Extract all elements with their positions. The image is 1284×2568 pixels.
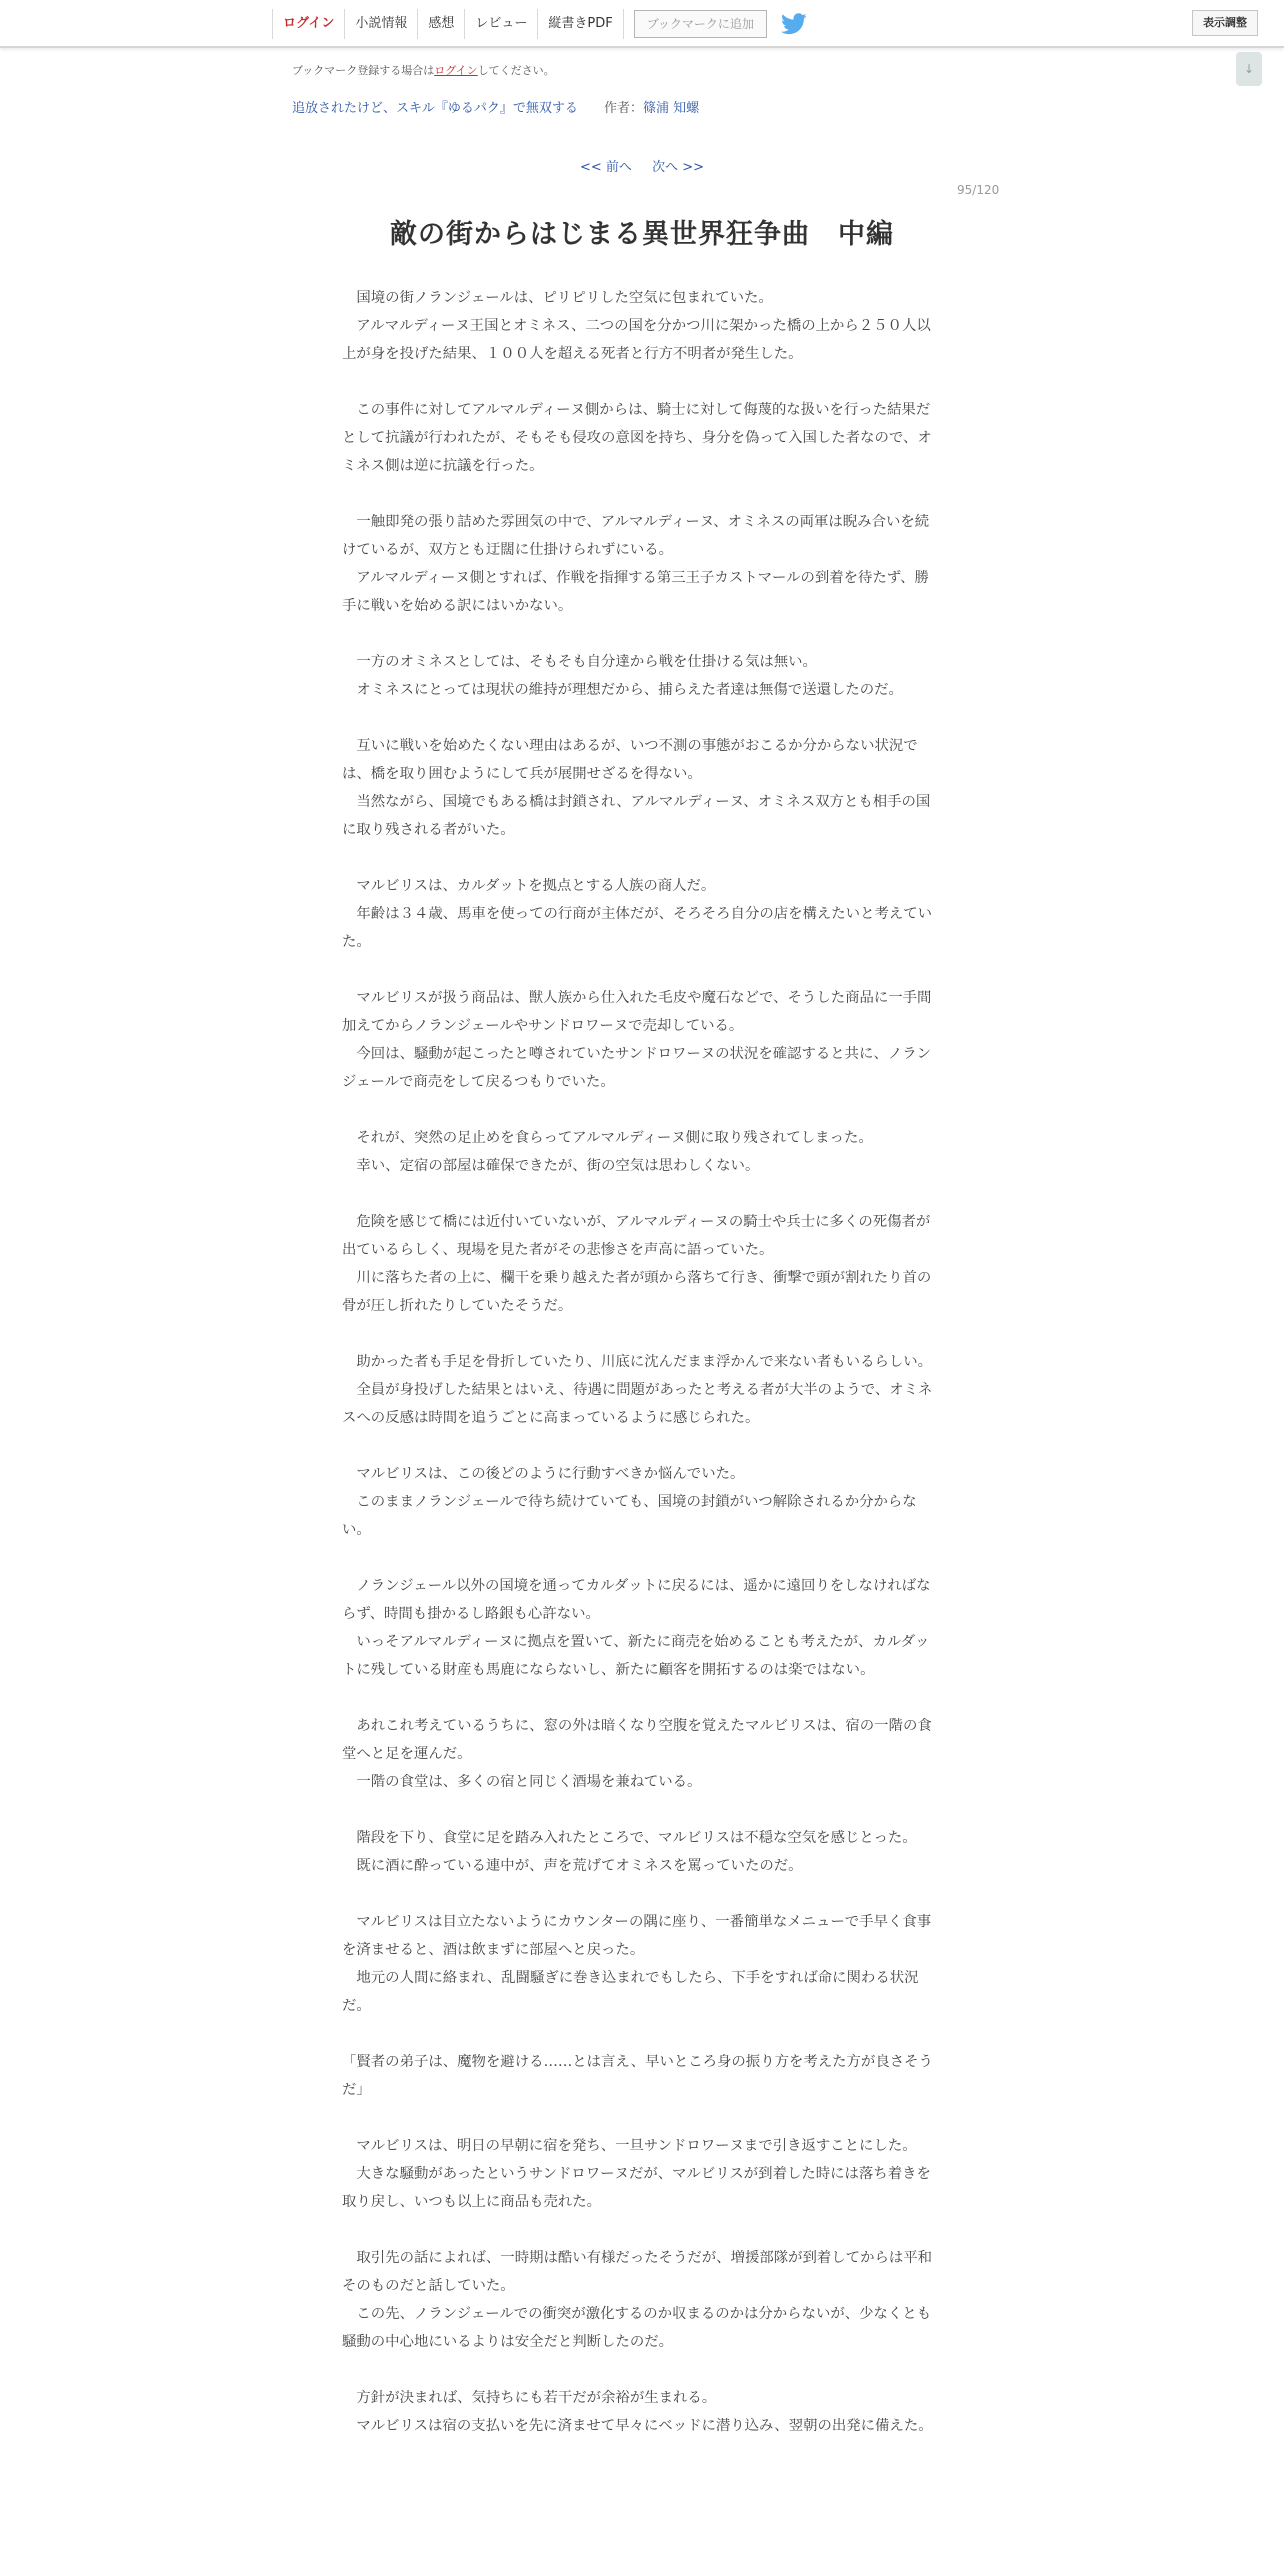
novel-paragraph: このままノランジェールで待ち続けていても、国境の封鎖がいつ解除されるか分からない。 <box>342 1494 917 1538</box>
novel-paragraph: 年齢は３４歳、馬車を使っての行商が主体だが、そろそろ自分の店を構えたいと考えていた。 <box>342 906 933 950</box>
top-nav-bar <box>0 0 1284 48</box>
novel-paragraph: マルビリスは、明日の早朝に宿を発ち、一旦サンドロワーヌまで引き返すことにした。 <box>342 2138 917 2154</box>
blank-line <box>342 1320 938 1348</box>
prev-chapter-link[interactable]: << 前へ <box>580 160 632 175</box>
novel-paragraph: オミネスにとっては現状の維持が理想だから、捕らえた者達は無傷で送還したのだ。 <box>342 682 903 698</box>
login-note-link[interactable]: ログイン <box>434 64 478 77</box>
blank-line <box>342 1544 938 1572</box>
novel-paragraph: あれこれ考えているうちに、窓の外は暗くなり空腹を覚えたマルビリスは、宿の一階の食堂へと足を運んだ。 <box>342 1718 932 1762</box>
novel-paragraph: 地元の人間に絡まれ、乱闘騒ぎに巻き込まれでもしたら、下手をすれば命に関わる状況だ。 <box>342 1970 919 2014</box>
novel-paragraph: 「賢者の弟子は、魔物を避ける……とは言え、早いところ身の振り方を考えた方が良さそうだ」 <box>342 2054 933 2098</box>
novel-paragraph: マルビリスは目立たないようにカウンターの隅に座り、一番簡単なメニューで手早く食事を済ませると、酒は飲まずに部屋へと戻った。 <box>342 1914 932 1958</box>
nav-novel-info-link[interactable]: 小説情報 <box>344 9 417 39</box>
novel-paragraph: 国境の街ノランジェールは、ピリピリした空気に包まれていた。 <box>342 290 773 306</box>
novel-paragraph: アルマルディーヌ王国とオミネス、二つの国を分かつ川に架かった橋の上から２５０人以上が身を投げた結果、１００人を超える死者と行方不明者が発生した。 <box>342 318 931 362</box>
blank-line <box>342 1796 938 1824</box>
novel-paragraph: 当然ながら、国境でもある橋は封鎖され、アルマルディーヌ、オミネス双方とも相手の国に取り残される者がいた。 <box>342 794 931 838</box>
blank-line <box>342 2104 938 2132</box>
novel-paragraph: この事件に対してアルマルディーヌ側からは、騎士に対して侮蔑的な扱いを行った結果だとして抗議が行われたが、そもそも侵攻の意図を持ち、身分を偽って入国した者なので、オミネス側は逆に抗議を行った。 <box>342 402 932 474</box>
twitter-bird-icon <box>781 13 807 35</box>
nav-impressions-link[interactable]: 感想 <box>417 9 464 39</box>
login-note-before: ブックマーク登録する場合は <box>292 64 435 77</box>
blank-line <box>342 956 938 984</box>
chapter-count: 95/120 <box>957 183 1000 197</box>
blank-line <box>342 1180 938 1208</box>
blank-line <box>342 620 938 648</box>
blank-line <box>342 368 938 396</box>
novel-paragraph: 助かった者も手足を骨折していたり、川底に沈んだまま浮かんで来ない者もいるらしい。 <box>342 1354 933 1370</box>
login-note <box>292 62 555 78</box>
novel-paragraph: 今回は、騒動が起こったと噂されていたサンドロワーヌの状況を確認すると共に、ノランジェールで商売をして戻るつもりでいた。 <box>342 1046 932 1090</box>
blank-line <box>342 480 938 508</box>
blank-line <box>342 844 938 872</box>
author-link[interactable]: 篠浦 知螺 <box>643 101 700 116</box>
blank-line <box>342 1096 938 1124</box>
blank-line <box>342 704 938 732</box>
scroll-down-button[interactable]: ↓ <box>1236 52 1262 86</box>
twitter-icon[interactable] <box>781 12 807 36</box>
blank-line <box>342 2216 938 2244</box>
novel-paragraph: マルビリスは宿の支払いを先に済ませて早々にベッドに潜り込み、翌朝の出発に備えた。 <box>342 2418 933 2434</box>
novel-paragraph: 取引先の話によれば、一時期は酷い有様だったそうだが、増援部隊が到着してからは平和そのものだと話していた。 <box>342 2250 933 2294</box>
novel-paragraph: 川に落ちた者の上に、欄干を乗り越えた者が頭から落ちて行き、衝撃で頭が割れたり首の骨が圧し折れたりしていたそうだ。 <box>342 1270 932 1314</box>
next-chapter-link[interactable]: 次へ >> <box>652 160 704 175</box>
blank-line <box>342 2020 938 2048</box>
login-note-after: してください。 <box>477 64 555 77</box>
main-nav <box>272 8 807 40</box>
nav-login-link[interactable]: ログイン <box>272 9 344 39</box>
novel-paragraph: 一方のオミネスとしては、そもそも自分達から戦を仕掛ける気は無い。 <box>342 654 817 670</box>
series-title-link[interactable]: 追放されたけど、スキル『ゆるパク』で無双する <box>292 101 578 116</box>
novel-paragraph: 階段を下り、食堂に足を踏み入れたところで、マルビリスは不穏な空気を感じとった。 <box>342 1830 917 1846</box>
novel-paragraph: 危険を感じて橋には近付いていないが、アルマルディーヌの騎士や兵士に多くの死傷者が出ているらしく、現場を見た者がその悲惨さを声高に語っていた。 <box>342 1214 931 1258</box>
novel-paragraph: 既に酒に酔っている連中が、声を荒げてオミネスを罵っていたのだ。 <box>342 1858 803 1874</box>
add-bookmark-button[interactable]: ブックマークに追加 <box>634 10 767 38</box>
novel-paragraph: それが、突然の足止めを食らってアルマルディーヌ側に取り残されてしまった。 <box>342 1130 873 1146</box>
nav-review-link[interactable]: レビュー <box>464 9 537 39</box>
novel-paragraph: 大きな騒動があったというサンドロワーヌだが、マルビリスが到着した時には落ち着きを取り戻し、いつも以上に商品も売れた。 <box>342 2166 931 2210</box>
novel-paragraph: 方針が決まれば、気持ちにも若干だが余裕が生まれる。 <box>342 2390 717 2406</box>
chapter-title: 敵の街からはじまる異世界狂争曲 中編 <box>390 219 894 250</box>
novel-paragraph: 一触即発の張り詰めた雰囲気の中で、アルマルディーヌ、オミネスの両軍は睨み合いを続けているが、双方とも迂闊に仕掛けられずにいる。 <box>342 514 930 558</box>
novel-body <box>342 284 938 2440</box>
novel-paragraph: 全員が身投げした結果とはいえ、待遇に問題があったと考える者が大半のようで、オミネスへの反感は時間を追うごとに高まっているように感じられた。 <box>342 1382 933 1426</box>
novel-paragraph: 互いに戦いを始めたくない理由はあるが、いつ不測の事態がおこるか分からない状況では、橋を取り囲むようにして兵が展開せざるを得ない。 <box>342 738 918 782</box>
novel-paragraph: アルマルディーヌ側とすれば、作戦を指揮する第三王子カストマールの到着を待たず、勝手に戦いを始める訳にはいかない。 <box>342 570 929 614</box>
author-label: 作者： <box>604 101 644 116</box>
novel-paragraph: いっそアルマルディーヌに拠点を置いて、新たに商売を始めることも考えたが、カルダットに残している財産も馬鹿にならないし、新たに顧客を開拓するのは楽ではない。 <box>342 1634 930 1678</box>
blank-line <box>342 2356 938 2384</box>
novel-paragraph: マルビリスは、カルダットを拠点とする人族の商人だ。 <box>342 878 716 894</box>
chapter-pager <box>0 156 1284 175</box>
display-settings-button[interactable]: 表示調整 <box>1192 10 1258 36</box>
novel-paragraph: この先、ノランジェールでの衝突が激化するのか収まるのかは分からないが、少なくとも騒動の中心地にいるよりは安全だと判断したのだ。 <box>342 2306 932 2350</box>
nav-vertical-pdf-link[interactable]: 縦書きPDF <box>537 9 623 39</box>
blank-line <box>342 1684 938 1712</box>
novel-paragraph: ノランジェール以外の国境を通ってカルダットに戻るには、遥かに遠回りをしなければならず、時間も掛かるし路銀も心許ない。 <box>342 1578 931 1622</box>
novel-paragraph: マルビリスは、この後どのように行動すべきか悩んでいた。 <box>342 1466 745 1482</box>
blank-line <box>342 1880 938 1908</box>
blank-line <box>342 1432 938 1460</box>
novel-paragraph: マルビリスが扱う商品は、獣人族から仕入れた毛皮や魔石などで、そうした商品に一手間加えてからノランジェールやサンドロワーヌで売却している。 <box>342 990 932 1034</box>
novel-paragraph: 幸い、定宿の部屋は確保できたが、街の空気は思わしくない。 <box>342 1158 760 1174</box>
series-info <box>292 97 699 116</box>
novel-paragraph: 一階の食堂は、多くの宿と同じく酒場を兼ねている。 <box>342 1774 702 1790</box>
